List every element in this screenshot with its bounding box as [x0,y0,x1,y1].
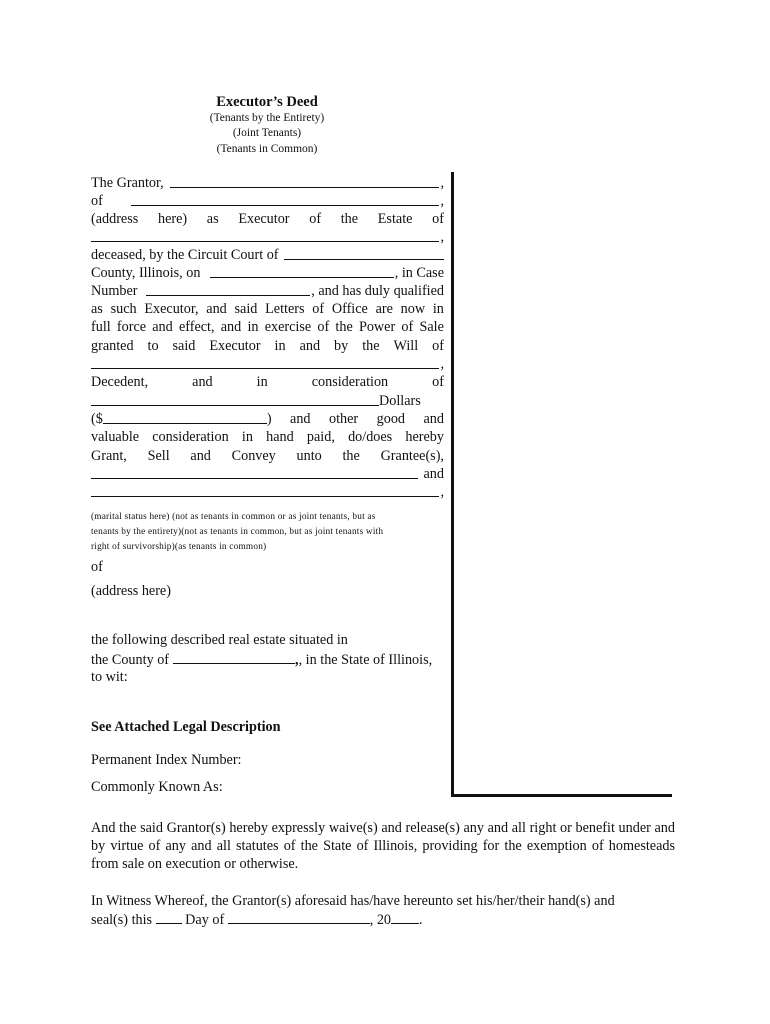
word: Executor, [144,301,199,317]
comma: , [440,484,444,500]
county-blank [173,650,295,664]
dollars-blank [91,392,379,406]
word: said [234,301,258,317]
word: in [256,374,268,390]
word: Power [358,319,396,335]
number-pre: Number [91,283,138,299]
grantee2-blank [91,483,439,497]
year-prefix: , 20 [369,912,392,928]
case-number-blank [146,282,311,296]
executor-line [91,300,444,318]
word: consideration [311,374,389,390]
other-good: ) and other good and [266,411,444,427]
case-number-line [91,282,444,300]
word: and [299,338,321,354]
year-blank [391,910,419,924]
comma: , [295,652,299,668]
witness-line-1: In Witness Whereof, the Grantor(s) aforesaid has/have hereunto set his/her/their hand(s) and [91,893,615,909]
word: hand [266,429,294,445]
force-line [91,318,444,336]
deceased-label: deceased, by the Circuit Court of [91,247,279,263]
marital-note-3: right of survivorship)(as tenants in common) [91,542,267,552]
word: in [432,301,444,317]
word: and [152,319,173,335]
column-divider-horizontal [451,794,672,797]
subtitle-entirety: (Tenants by the Entirety) [209,112,325,124]
word: Will [393,338,419,354]
word: consideration [152,429,229,445]
amount-blank [103,410,267,424]
grant-line [91,447,444,465]
county-line [91,264,444,282]
word: said [172,338,196,354]
following-line: the following described real estate situated in [91,632,348,648]
valuable-line [91,428,444,446]
legal-description-heading: See Attached Legal Description [91,719,281,735]
county-pre: County, Illinois, on [91,265,201,281]
word: full [91,319,111,335]
of-label-2: of [91,559,103,575]
dollars-line [91,392,444,410]
circuit-court-blank [284,246,444,260]
estate-blank-line [91,228,444,246]
word: in [247,319,259,335]
day-blank [156,910,182,924]
county-of-line [91,650,444,669]
of-line [91,192,444,210]
word: and [192,374,213,390]
word: here) [157,211,188,227]
comma: , [440,229,444,245]
amount-line [91,410,444,428]
column-divider-vertical [451,172,454,796]
word: the [342,448,360,464]
will-blank-line [91,355,444,373]
dollar-sign: ($ [91,411,103,427]
will-blank [91,355,439,369]
word: Executor [238,211,290,227]
word: to [147,338,159,354]
of-label: of [91,193,103,209]
word: the [340,211,359,227]
grantor-blank [170,174,440,188]
word: effect, [178,319,215,335]
grantor-label: The Grantor, [91,175,164,191]
word: hereby [405,429,444,445]
waiver-paragraph: And the said Grantor(s) hereby expressly waive(s) and release(s) any and all right or benefit under and by virtue of any and all statutes of the State of Illinois, providing for the exemption of homesteads from sale on execution or otherwise. [91,820,675,872]
word: and [190,448,211,464]
word: force [116,319,147,335]
word: of [432,374,444,390]
word: Sell [147,448,170,464]
word: paid, [306,429,335,445]
permanent-index-number: Permanent Index Number: [91,752,242,768]
of-blank [131,192,440,206]
word: as [206,211,219,227]
word: Convey [231,448,276,464]
state-of: , in the State of Illinois, [298,652,433,668]
comma: , [440,193,444,209]
deceased-line [91,246,444,264]
word: in [274,338,286,354]
number-post: , and has duly qualified [311,283,444,299]
word: as [91,301,103,317]
word: by [334,338,349,354]
comma: , [440,356,444,372]
word: the [362,338,380,354]
marital-note-1: (marital status here) (not as tenants in common or as joint tenants, but as [91,512,376,522]
subtitle-joint: (Joint Tenants) [232,127,302,139]
word: Letters [265,301,305,317]
word: the [335,319,353,335]
subtitle-common: (Tenants in Common) [216,143,318,155]
word: of [432,338,444,354]
word: (address [91,211,139,227]
comma: , [440,175,444,191]
grantor-line [91,174,444,192]
county-post: , in Case [394,265,444,281]
address-here: (address here) [91,583,171,599]
estate-blank [91,228,439,242]
word: of [309,211,322,227]
word: and [220,319,242,335]
seal-pre: seal(s) this [91,912,153,928]
word: such [110,301,137,317]
word: Decedent, [91,374,149,390]
word: exercise [264,319,312,335]
word: now [400,301,426,317]
granted-line [91,337,444,355]
word: Grantee(s), [380,448,444,464]
word: of [432,211,444,227]
day-of: Day of [185,912,225,928]
decedent-line [91,373,444,391]
word: Executor [209,338,261,354]
word: Sale [419,319,444,335]
month-blank [228,910,370,924]
word: unto [296,448,322,464]
word: in [241,429,253,445]
address-line [91,210,444,228]
marital-note-2: tenants by the entirety)(not as tenants in common, but as joint tenants with [91,527,384,537]
period: . [419,912,423,928]
word: Estate [377,211,413,227]
and-label: and [423,466,444,482]
grantee2-line [91,483,444,501]
word: and [206,301,227,317]
word: valuable [91,429,140,445]
date-blank [210,264,393,278]
word: of [312,301,325,317]
word: Grant, [91,448,127,464]
commonly-known-as: Commonly Known As: [91,779,223,795]
grantee-blank [91,465,418,479]
county-of-label: the County of [91,652,170,668]
dollars-label: Dollars [379,393,421,409]
word: of [401,319,414,335]
word: of [317,319,330,335]
grantee-line [91,465,444,483]
word: granted [91,338,134,354]
word: do/does [348,429,393,445]
witness-line-2 [91,910,675,929]
to-wit: to wit: [91,669,128,685]
word: are [375,301,393,317]
document-title: Executor’s Deed [216,94,318,110]
word: Office [331,301,368,317]
